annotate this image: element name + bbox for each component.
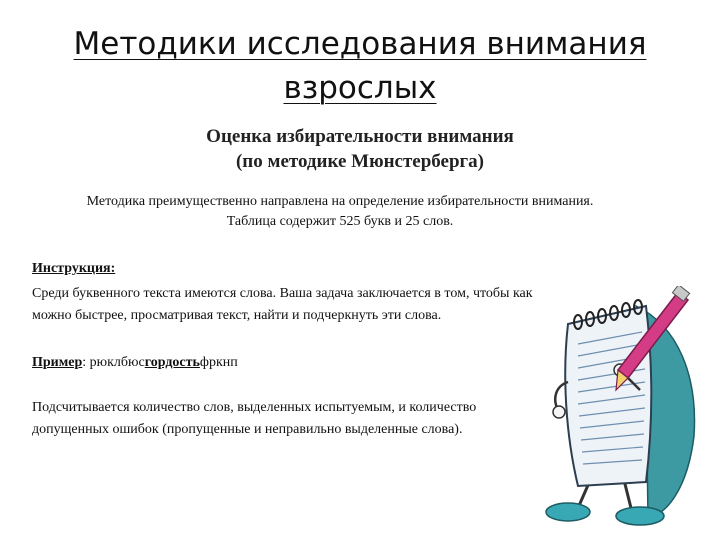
notepad-with-pen-character-icon bbox=[528, 286, 708, 534]
intro-paragraph bbox=[30, 192, 650, 232]
counting-paragraph bbox=[32, 397, 562, 441]
slide-title bbox=[40, 22, 680, 110]
example-label: Пример bbox=[32, 355, 83, 370]
subtitle-line1: Оценка избирательности внимания bbox=[206, 126, 514, 147]
example-highlighted-word: гордость bbox=[144, 355, 200, 370]
intro-line1: Методика преимущественно направлена на определение избирательности внимания. bbox=[86, 194, 594, 209]
instruction-heading: Инструкция: bbox=[32, 261, 116, 276]
example-prefix: рюклбюс bbox=[89, 355, 145, 370]
slide-title-line1: Методики исследования внимания bbox=[73, 26, 647, 62]
example-suffix: фркнп bbox=[199, 355, 238, 370]
slide-subtitle bbox=[60, 124, 660, 174]
example-line bbox=[32, 352, 238, 374]
instruction-line2: можно быстрее, просматривая текст, найти и подчеркнуть эти слова. bbox=[32, 308, 442, 323]
slide-title-line2: взрослых bbox=[283, 70, 437, 106]
counting-line1: Подсчитывается количество слов, выделенных испытуемым, и количество bbox=[32, 400, 477, 415]
counting-line2: допущенных ошибок (пропущенные и неправильно выделенные слова). bbox=[32, 422, 463, 437]
subtitle-line2: (по методике Мюнстерберга) bbox=[235, 151, 485, 172]
instruction-line1: Среди буквенного текста имеются слова. Ваша задача заключается в том, чтобы как bbox=[32, 286, 533, 301]
example-colon: : bbox=[82, 355, 90, 370]
intro-line2: Таблица содержит 525 букв и 25 слов. bbox=[226, 214, 454, 229]
